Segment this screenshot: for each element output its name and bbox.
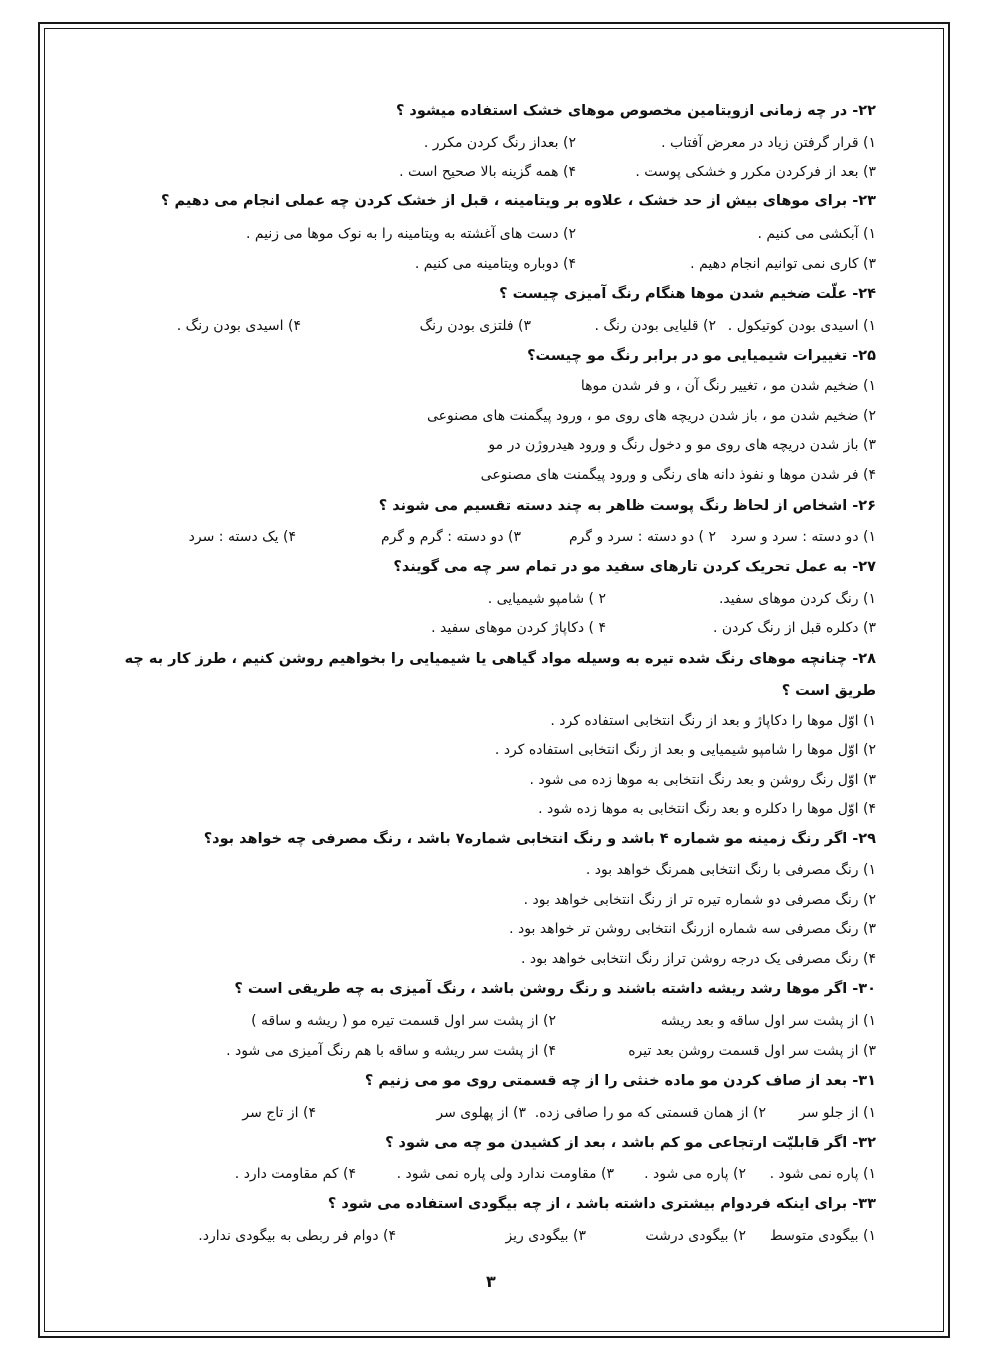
q23-option-1: ۱) آبکشی می کنیم .	[757, 226, 876, 242]
q25-option-4: ۴) فر شدن موها و نفوذ دانه های رنگی و ورود پیگمنت های مصنوعی	[480, 467, 876, 483]
q30-option-1: ۱) از پشت سر اول ساقه و بعد ریشه	[660, 1013, 876, 1029]
question-24: ۲۴- علّت ضخیم شدن موها هنگام رنگ آمیزی چیست ؟	[499, 286, 876, 302]
q33-option-1: ۱) بیگودی متوسط	[769, 1228, 876, 1244]
q26-option-2: ۲ ) دو دسته : سرد و گرم	[568, 529, 716, 545]
q23-options-row-2	[60, 249, 876, 279]
q24-option-4: ۴) اسیدی بودن رنگ .	[176, 318, 301, 334]
q23-options-row-1	[60, 219, 876, 249]
question-30: ۳۰- اگر موها رشد ریشه داشته باشند و رنگ روشن باشد ، رنگ آمیزی به چه طریقی است ؟	[234, 981, 876, 997]
q32-option-2: ۲) پاره می شود .	[644, 1166, 746, 1182]
q25-option-2: ۲) ضخیم شدن مو ، باز شدن دریچه های روی مو ، ورود پیگمنت های مصنوعی	[426, 408, 876, 424]
question-31: ۳۱- بعد از صاف کردن مو ماده خنثی را از چه قسمتی روی مو می زنیم ؟	[364, 1073, 876, 1089]
q24-options-row	[60, 311, 876, 341]
q24-option-3: ۳) فلتزی بودن رنگ	[419, 318, 531, 334]
q31-options-row	[60, 1098, 876, 1128]
q22-options-row-1	[60, 128, 876, 158]
q32-option-4: ۴) کم مقاومت دارد .	[234, 1166, 356, 1182]
q28-option-4: ۴) اوّل موها را دکلره و بعد رنگ انتخابی به موها زده شود .	[538, 801, 876, 817]
q28-option-1: ۱) اوّل موها را دکاپاژ و بعد از رنگ انتخابی استفاده کرد .	[550, 713, 876, 729]
q22-options-row-2	[60, 157, 876, 187]
q23-option-3: ۳) کاری نمی توانیم انجام دهیم .	[690, 256, 876, 272]
q30-options-row-2	[60, 1036, 876, 1066]
q27-option-4: ۴ ) دکاپاژ کردن موهای سفید .	[431, 620, 606, 636]
question-32: ۳۲- اگر قابلیّت ارتجاعی مو کم باشد ، بعد از کشیدن مو چه می شود ؟	[385, 1135, 876, 1151]
q33-options-row	[60, 1221, 876, 1251]
q29-option-4: ۴) رنگ مصرفی یک درجه روشن تراز رنگ انتخابی خواهد بود .	[520, 951, 876, 967]
q26-option-3: ۳) دو دسته : گرم و گرم	[381, 529, 521, 545]
q26-option-4: ۴) یک دسته : سرد	[188, 529, 296, 545]
q30-option-2: ۲) از پشت سر اول قسمت تیره مو ( ریشه و ساقه )	[251, 1013, 556, 1029]
q28-option-3: ۳) اوّل رنگ روشن و بعد رنگ انتخابی به موها زده می شود .	[529, 772, 876, 788]
q32-option-1: ۱) پاره نمی شود .	[769, 1166, 876, 1182]
q29-option-2: ۲) رنگ مصرفی دو شماره تیره تر از رنگ انتخابی خواهد بود .	[523, 892, 876, 908]
question-29: ۲۹- اگر رنگ زمینه مو شماره ۴ باشد و رنگ انتخابی شماره۷ باشد ، رنگ مصرفی چه خواهد بود؟	[203, 831, 876, 847]
q23-option-2: ۲) دست های آغشته به ویتامینه را به نوک موها می زنیم .	[245, 226, 576, 242]
q27-option-2: ۲ ) شامپو شیمیایی .	[487, 591, 606, 607]
q30-options-row-1	[60, 1006, 876, 1036]
q33-option-2: ۲) بیگودی درشت	[645, 1228, 746, 1244]
q32-options-row	[60, 1159, 876, 1189]
q31-option-2: ۲) از همان قسمتی که مو را صافی زده.	[534, 1105, 766, 1121]
question-28: ۲۸- چنانچه موهای رنگ شده تیره به وسیله مواد گیاهی یا شیمیایی را بخواهیم روشن کنیم ، طرز کار به چه	[124, 651, 876, 667]
q33-option-4: ۴) دوام فر ربطی به بیگودی ندارد.	[198, 1228, 396, 1244]
page-number: ۳	[486, 1272, 496, 1291]
q27-options-row-1	[60, 584, 876, 614]
q27-option-1: ۱) رنگ کردن موهای سفید.	[718, 591, 876, 607]
q30-option-3: ۳) از پشت سر اول قسمت روشن بعد تیره	[628, 1043, 876, 1059]
q26-option-1: ۱) دو دسته : سرد و سرد	[730, 529, 876, 545]
q31-option-4: ۴) از تاج سر	[242, 1105, 316, 1121]
q33-option-3: ۳) بیگودی ریز	[505, 1228, 586, 1244]
question-27: ۲۷- به عمل تحریک کردن تارهای سفید مو در تمام سر چه می گویند؟	[393, 559, 876, 575]
q29-option-3: ۳) رنگ مصرفی سه شماره ازرنگ انتخابی روشن تر خواهد بود .	[509, 921, 876, 937]
q31-option-3: ۳) از پهلوی سر	[436, 1105, 526, 1121]
q31-option-1: ۱) از جلو سر	[799, 1105, 876, 1121]
q28-option-2: ۲) اوّل موها را شامپو شیمیایی و بعد از رنگ انتخابی استفاده کرد .	[494, 742, 876, 758]
question-28-continued: طریق است ؟	[781, 683, 876, 699]
q23-option-4: ۴) دوباره ویتامینه می کنیم .	[414, 256, 576, 272]
q22-option-2: ۲) بعداز رنگ کردن مکرر .	[423, 135, 576, 151]
q22-option-4: ۴) همه گزینه بالا صحیح است .	[399, 164, 576, 180]
q24-option-2: ۲) قلیایی بودن رنگ .	[594, 318, 716, 334]
question-23: ۲۳- برای موهای بیش از حد خشک ، علاوه بر ویتامینه ، قبل از خشک کردن چه عملی انجام می دهیم ؟	[161, 193, 876, 209]
question-25: ۲۵- تغییرات شیمیایی مو در برابر رنگ مو چیست؟	[527, 348, 876, 364]
question-22: ۲۲- در چه زمانی ازویتامین مخصوص موهای خشک استفاده میشود ؟	[395, 103, 876, 119]
question-26: ۲۶- اشخاص از لحاظ رنگ پوست ظاهر به چند دسته تقسیم می شوند ؟	[378, 498, 876, 514]
q32-option-3: ۳) مقاومت ندارد ولی پاره نمی شود .	[396, 1166, 614, 1182]
q24-option-1: ۱) اسیدی بودن کوتیکول .	[727, 318, 876, 334]
q22-option-3: ۳) بعد از فرکردن مکرر و خشکی پوست .	[635, 164, 876, 180]
question-33: ۳۳- برای اینکه فردوام بیشتری داشته باشد ، از چه بیگودی استفاده می شود ؟	[327, 1196, 876, 1212]
q25-option-1: ۱) ضخیم شدن مو ، تغییر رنگ آن ، و فر شدن موها	[580, 378, 876, 394]
q27-options-row-2	[60, 613, 876, 643]
q27-option-3: ۳) دکلره قبل از رنگ کردن .	[712, 620, 876, 636]
q22-option-1: ۱) قرار گرفتن زیاد در معرض آفتاب .	[661, 135, 876, 151]
q26-options-row	[60, 522, 876, 552]
q29-option-1: ۱) رنگ مصرفی با رنگ انتخابی همرنگ خواهد بود .	[585, 862, 876, 878]
q25-option-3: ۳) باز شدن دریچه های روی مو و دخول رنگ و ورود هیدروژن در مو	[488, 437, 876, 453]
exam-page	[60, 96, 876, 1246]
q30-option-4: ۴) از پشت سر ریشه و ساقه با هم رنگ آمیزی می شود .	[226, 1043, 556, 1059]
